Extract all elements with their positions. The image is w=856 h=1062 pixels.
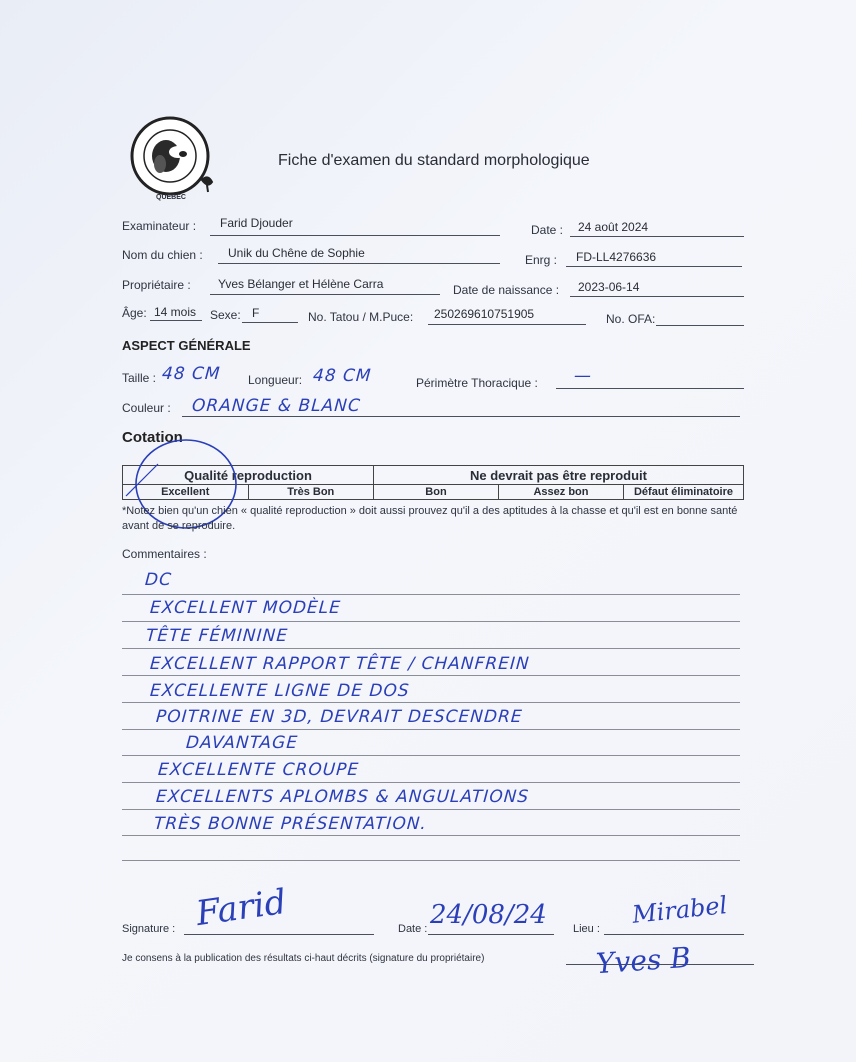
taille-label: Taille : <box>122 371 157 385</box>
sexe-value: F <box>252 306 260 320</box>
comment-line-4: EXCELLENT RAPPORT TÊTE / CHANFREIN <box>149 654 531 674</box>
comment-rule-4 <box>122 675 740 676</box>
signature-label: Signature : <box>122 923 176 935</box>
col-defaut-eliminatoire[interactable]: Défaut éliminatoire <box>624 485 744 500</box>
col-excellent[interactable]: Excellent <box>123 485 249 500</box>
commentaires-heading: Commentaires : <box>122 547 207 561</box>
ofa-line <box>656 325 744 326</box>
lieu-value: Mirabel <box>630 891 729 929</box>
footer-date-label: Date : <box>398 923 428 935</box>
comment-line-5: EXCELLENTE LIGNE DE DOS <box>149 681 411 701</box>
comment-rule-9 <box>122 809 740 810</box>
comment-rule-1 <box>122 594 740 595</box>
perimetre-line <box>556 388 744 389</box>
comment-rule-3 <box>122 648 740 649</box>
comment-line-1: DC <box>144 570 173 590</box>
comment-rule-6 <box>122 729 740 730</box>
comment-line-8: EXCELLENTE CROUPE <box>157 760 360 780</box>
lieu-label: Lieu : <box>573 923 600 935</box>
age-label: Âge: <box>122 306 147 320</box>
longueur-value: 48 CM <box>312 366 373 386</box>
ofa-label: No. OFA: <box>606 312 656 326</box>
couleur-line <box>182 416 740 417</box>
enrg-value: FD-LL4276636 <box>576 250 657 264</box>
comment-rule-2 <box>122 621 740 622</box>
nom-line <box>218 263 500 264</box>
couleur-label: Couleur : <box>122 401 171 415</box>
taille-value: 48 CM <box>161 364 222 384</box>
aspect-heading: ASPECT GÉNÉRALE <box>122 338 251 353</box>
date-line <box>570 236 744 237</box>
comment-rule-10 <box>122 835 740 836</box>
col-bon[interactable]: Bon <box>374 485 499 500</box>
tatou-label: No. Tatou / M.Puce: <box>308 310 414 324</box>
comment-line-7: DAVANTAGE <box>185 733 299 753</box>
naissance-value: 2023-06-14 <box>578 280 640 294</box>
signature-line <box>184 934 374 935</box>
examinateur-value: Farid Djouder <box>220 216 293 230</box>
footer-date-line <box>428 934 554 935</box>
cotation-heading: Cotation <box>122 429 183 446</box>
examinateur-line <box>210 235 500 236</box>
longueur-label: Longueur: <box>248 373 303 387</box>
perimetre-value: — <box>573 366 593 386</box>
comment-rule-11 <box>122 860 740 861</box>
couleur-value: ORANGE & BLANC <box>191 396 362 416</box>
perimetre-label: Périmètre Thoracique : <box>416 376 538 390</box>
comment-line-9: EXCELLENTS APLOMBS & ANGULATIONS <box>155 787 530 807</box>
tatou-value: 250269610751905 <box>434 307 535 321</box>
footer-date-value: 24/08/24 <box>430 900 547 930</box>
comment-line-2: EXCELLENT MODÈLE <box>149 598 342 618</box>
col-tres-bon[interactable]: Très Bon <box>248 485 374 500</box>
group-qualite-reproduction: Qualité reproduction <box>123 466 374 485</box>
enrg-line <box>566 266 742 267</box>
date-label: Date : <box>531 223 564 237</box>
col-assez-bon[interactable]: Assez bon <box>499 485 624 500</box>
consent-text: Je consens à la publication des résultats ci-haut décrits (signature du propriétaire) <box>122 953 485 964</box>
examiner-signature: Farid <box>193 881 289 935</box>
examinateur-label: Examinateur : <box>122 219 197 233</box>
comment-rule-7 <box>122 755 740 756</box>
cotation-note: *Notez bien qu'un chien « qualité reproduction » doit aussi prouvez qu'il a des aptitudes à la chasse et qu'il est en bonne santé avant de se reproduire. <box>122 505 738 532</box>
comment-line-3: TÊTE FÉMININE <box>145 626 289 646</box>
date-value: 24 août 2024 <box>578 220 649 234</box>
proprietaire-value: Yves Bélanger et Hélène Carra <box>218 277 384 291</box>
tatou-line <box>428 324 586 325</box>
proprietaire-line <box>210 294 440 295</box>
comment-rule-5 <box>122 702 740 703</box>
owner-signature: Yves B <box>594 940 692 981</box>
nom-label: Nom du chien : <box>122 248 203 262</box>
comment-rule-8 <box>122 782 740 783</box>
age-value: 14 mois <box>154 305 197 319</box>
comment-line-10: TRÈS BONNE PRÉSENTATION. <box>153 814 428 834</box>
club-logo <box>120 108 224 208</box>
naissance-label: Date de naissance : <box>453 283 560 297</box>
proprietaire-label: Propriétaire : <box>122 278 191 292</box>
naissance-line <box>570 296 744 297</box>
sexe-label: Sexe: <box>210 308 241 322</box>
lieu-line <box>604 934 744 935</box>
logo-text-bottom: QUÉBEC <box>156 194 186 201</box>
age-line <box>150 320 202 321</box>
page-title: Fiche d'examen du standard morphologique <box>278 152 590 169</box>
sexe-line <box>242 322 298 323</box>
enrg-label: Enrg : <box>525 253 558 267</box>
comment-line-6: POITRINE EN 3D, DEVRAIT DESCENDRE <box>155 707 524 727</box>
group-ne-devrait-pas: Ne devrait pas être reproduit <box>374 466 744 485</box>
nom-value: Unik du Chêne de Sophie <box>228 246 365 260</box>
